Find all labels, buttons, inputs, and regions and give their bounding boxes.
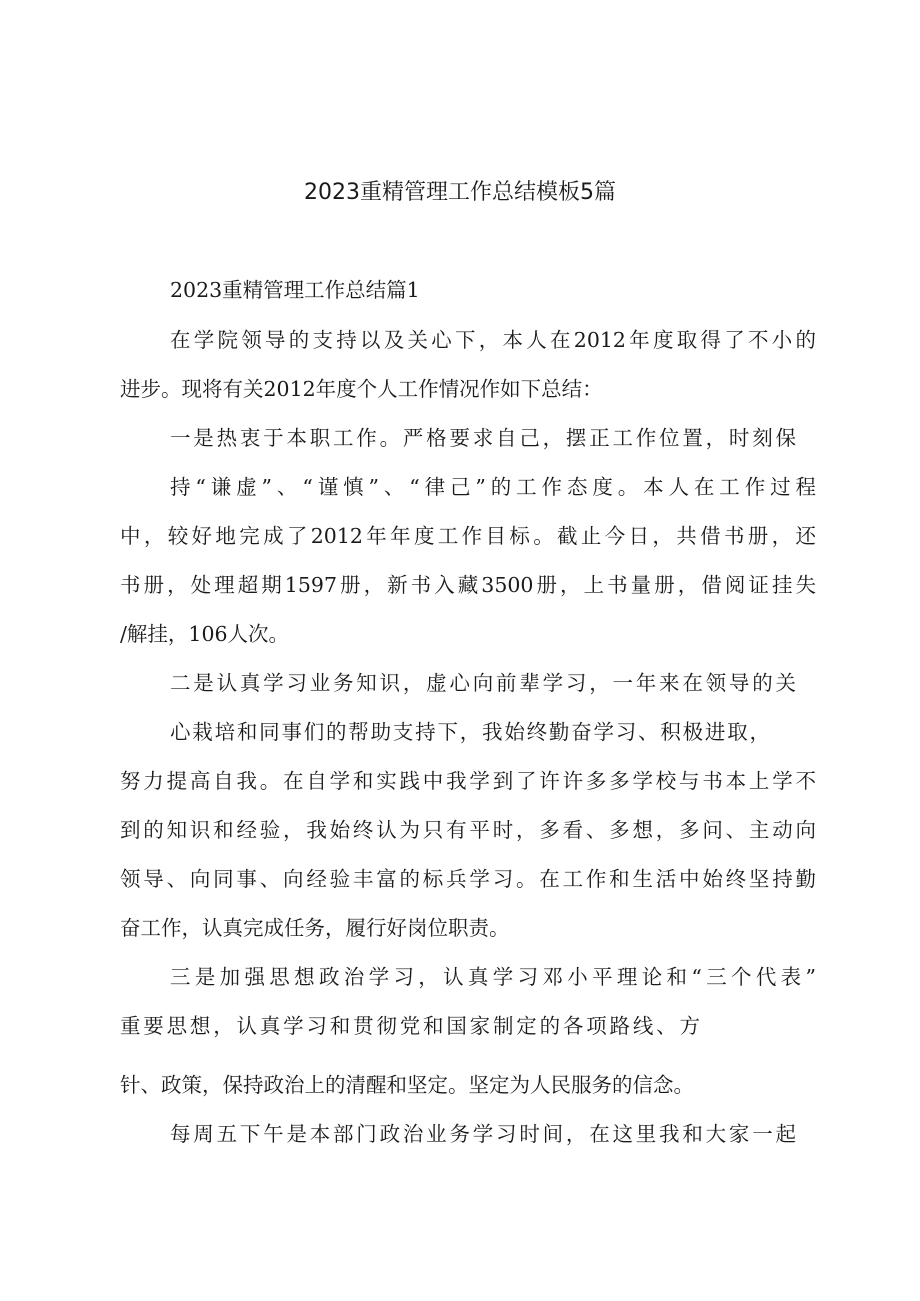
- document-title: 2023重精管理工作总结模板5篇: [304, 180, 616, 205]
- paragraph-line: 书册，处理超期1597册，新书入藏3500册，上书量册，借阅证挂失: [120, 573, 816, 597]
- paragraph-line: 心栽培和同事们的帮助支持下，我始终勤奋学习、积极进取，: [170, 720, 770, 744]
- paragraph-line: 持“谦虚”、“谨慎”、“律己”的工作态度。本人在工作过程: [170, 475, 816, 499]
- paragraph-line: /解挂，106人次。: [120, 622, 290, 646]
- paragraph-line: 奋工作，认真完成任务，履行好岗位职责。: [120, 916, 510, 940]
- paragraph-line: 三是加强思想政治学习，认真学习邓小平理论和“三个代表”: [170, 965, 816, 989]
- paragraph-line: 一是热衷于本职工作。严格要求自己，摆正工作位置，时刻保: [170, 426, 796, 450]
- paragraph-line: 进步。现将有关2012年度个人工作情况作如下总结：: [120, 377, 603, 401]
- paragraph-line: 到的知识和经验，我始终认为只有平时，多看、多想，多问、主动向: [120, 818, 816, 842]
- paragraph-line: 每周五下午是本部门政治业务学习时间，在这里我和大家一起: [170, 1122, 796, 1146]
- paragraph-line: 领导、向同事、向经验丰富的标兵学习。在工作和生活中始终坚持勤: [120, 867, 816, 891]
- paragraph-line: 二是认真学习业务知识，虚心向前辈学习，一年来在领导的关: [170, 671, 796, 695]
- paragraph-line: 努力提高自我。在自学和实践中我学到了许许多多学校与书本上学不: [120, 769, 816, 793]
- section-heading: 2023重精管理工作总结篇1: [170, 278, 420, 302]
- paragraph-line: 重要思想，认真学习和贯彻党和国家制定的各项路线、方: [120, 1014, 700, 1038]
- paragraph-line: 针、政策，保持政治上的清醒和坚定。坚定为人民服务的信念。: [120, 1073, 694, 1097]
- paragraph-line: 中，较好地完成了2012年年度工作目标。截止今日，共借书册，还: [120, 524, 816, 548]
- paragraph-line: 在学院领导的支持以及关心下，本人在2012年度取得了不小的: [170, 328, 816, 352]
